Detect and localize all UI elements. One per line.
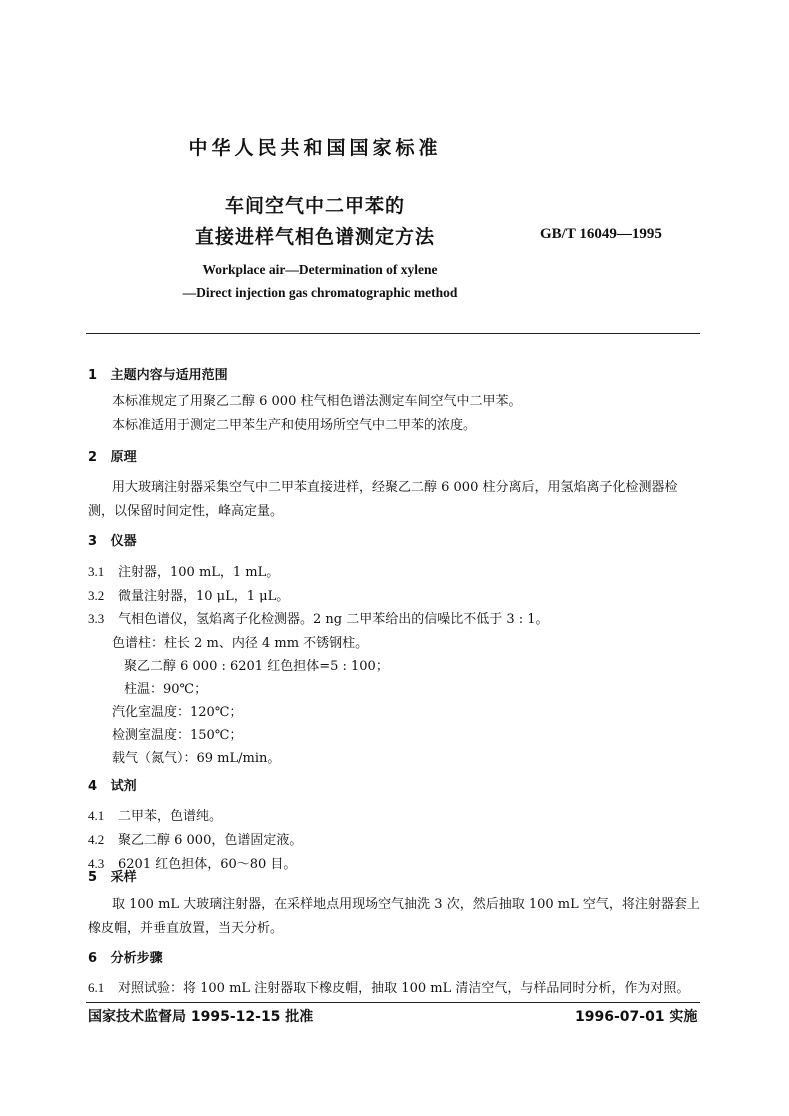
- carrier-gas: 载气（氮气）：69 mL/min。: [112, 751, 281, 766]
- section-number: 6: [88, 951, 98, 966]
- column-spec: 色谱柱：柱长 2 m、内径 4 mm 不锈钢柱。: [112, 636, 369, 651]
- section-2-heading: [88, 446, 137, 465]
- section-title: 采样: [110, 870, 137, 885]
- list-item: [88, 585, 289, 604]
- item-number: 4.1: [88, 808, 105, 823]
- list-item: [88, 977, 689, 996]
- list-item: [88, 608, 549, 627]
- item-text: 二甲苯，色谱纯。: [118, 809, 223, 824]
- section-5-heading: [88, 866, 137, 885]
- column-temperature: 柱温：90℃；: [124, 682, 208, 697]
- section-number: 4: [88, 779, 98, 794]
- section-title: 主题内容与适用范围: [110, 368, 228, 383]
- approval-date: 国家技术监督局 1995-12-15 批准: [88, 1009, 314, 1025]
- item-text: 注射器，100 mL，1 mL。: [118, 565, 280, 580]
- item-number: 3.1: [88, 564, 105, 579]
- section-title: 原理: [110, 450, 137, 465]
- item-number: 4.3: [88, 856, 105, 871]
- section-title: 仪器: [110, 534, 137, 549]
- english-title-line2: —Direct injection gas chromatographic method: [182, 285, 458, 300]
- vaporizer-temperature: 汽化室温度：120℃；: [112, 705, 243, 720]
- paragraph-line: 测，以保留时间定性，峰高定量。: [88, 504, 284, 519]
- standard-number: GB/T 16049—1995: [540, 226, 662, 242]
- list-item: [88, 829, 302, 848]
- document-title-line2: 直接进样气相色谱测定方法: [194, 226, 435, 248]
- effective-date: 1996-07-01 实施: [575, 1009, 698, 1025]
- section-title: 分析步骤: [110, 951, 163, 966]
- list-item: [88, 805, 222, 824]
- item-text: 聚乙二醇 6 000，色谱固定液。: [118, 833, 303, 848]
- section-title: 试剂: [110, 779, 137, 794]
- paragraph-line: 用大玻璃注射器采集空气中二甲苯直接进样，经聚乙二醇 6 000 柱分离后，用氢焰离子化检测器检: [112, 480, 678, 495]
- section-4-heading: [88, 775, 137, 794]
- section-1-heading: [88, 364, 228, 383]
- section-6-heading: [88, 947, 163, 966]
- section-number: 3: [88, 534, 98, 549]
- item-number: 3.2: [88, 588, 105, 603]
- header-divider: [86, 333, 700, 334]
- paragraph: 本标准规定了用聚乙二醇 6 000 柱气相色谱法测定车间空气中二甲苯。: [112, 394, 522, 409]
- paragraph-line: 取 100 mL 大玻璃注射器，在采样地点用现场空气抽洗 3 次，然后抽取 100 mL 空气，将注射器套上: [112, 897, 700, 912]
- section-number: 1: [88, 368, 98, 383]
- english-title-line1: Workplace air—Determination of xylene: [202, 262, 438, 277]
- item-number: 6.1: [88, 980, 105, 995]
- detector-temperature: 检测室温度：150℃；: [112, 728, 243, 743]
- section-number: 2: [88, 450, 98, 465]
- section-number: 5: [88, 870, 98, 885]
- national-standard-heading: 中华人民共和国国家标准: [188, 137, 442, 159]
- section-3-heading: [88, 530, 137, 549]
- document-title-line1: 车间空气中二甲苯的: [224, 195, 405, 217]
- list-item: [88, 561, 279, 580]
- item-text: 6201 红色担体，60～80 目。: [118, 857, 297, 872]
- column-packing: 聚乙二醇 6 000 : 6201 红色担体=5 : 100；: [124, 659, 389, 674]
- item-text: 对照试验：将 100 mL 注射器取下橡皮帽，抽取 100 mL 清洁空气，与样品同时分析，作为对照。: [118, 981, 690, 996]
- paragraph: 本标准适用于测定二甲苯生产和使用场所空气中二甲苯的浓度。: [112, 418, 477, 433]
- paragraph-line: 橡皮帽，并垂直放置，当天分析。: [88, 921, 284, 936]
- item-number: 4.2: [88, 832, 105, 847]
- footer-divider: [86, 1002, 700, 1003]
- item-text: 气相色谱仪，氢焰离子化检测器。2 ng 二甲苯给出的信噪比不低于 3 : 1。: [118, 612, 549, 627]
- item-number: 3.3: [88, 611, 105, 626]
- item-text: 微量注射器，10 μL，1 μL。: [118, 589, 290, 604]
